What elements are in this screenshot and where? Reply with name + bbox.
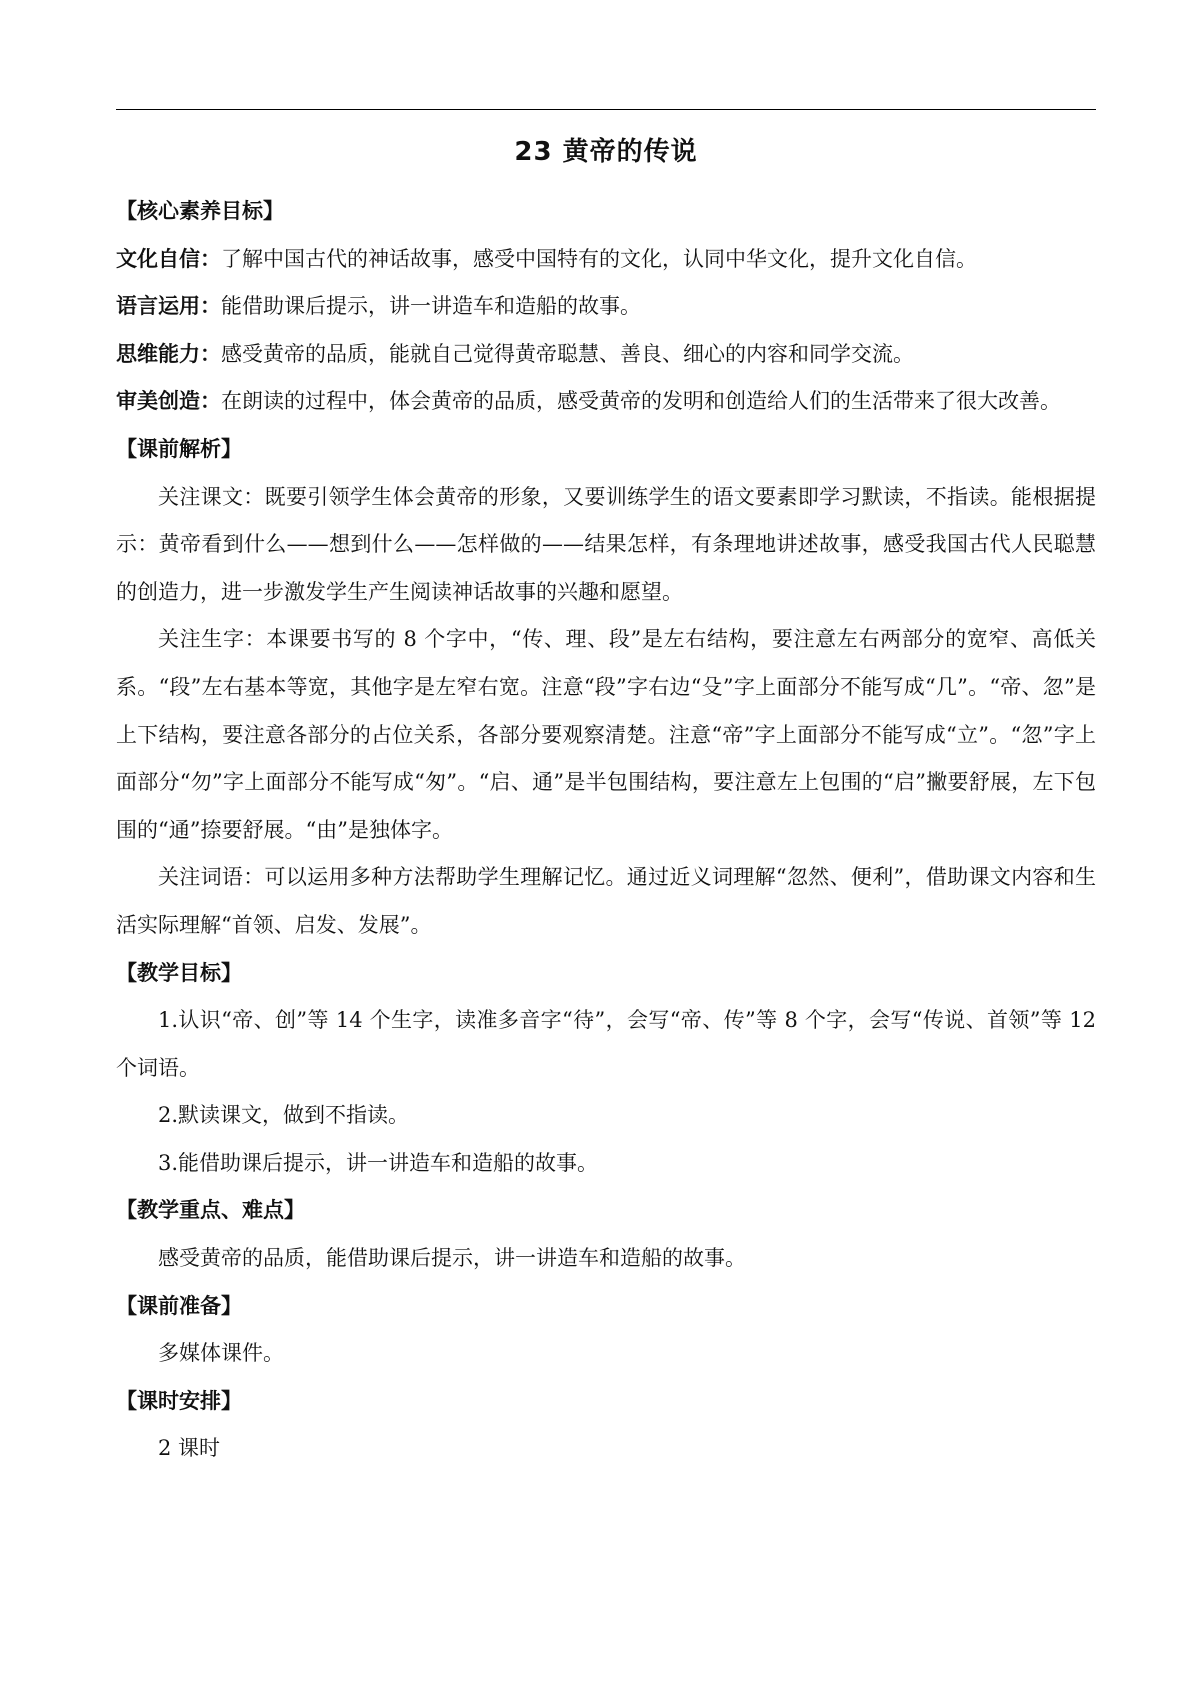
teaching-goal-2: 2.默读课文，做到不指读。 bbox=[158, 1103, 410, 1128]
core-goal-text: 感受黄帝的品质，能就自己觉得黄帝聪慧、善良、细心的内容和同学交流。 bbox=[221, 341, 914, 366]
teaching-goal-1: 1.认识“帝、创”等 14 个生字，读准多音字“待”，会写“帝、传”等 8 个字，会写“传说、首领”等 12 个词语。 bbox=[116, 1008, 1096, 1080]
core-goal-text: 了解中国古代的神话故事，感受中国特有的文化，认同中华文化，提升文化自信。 bbox=[221, 246, 977, 271]
section-heading-teaching-goals: 【教学目标】 bbox=[116, 960, 242, 985]
analysis-text-paragraph: 关注课文：既要引领学生体会黄帝的形象，又要训练学生的语文要素即学习默读，不指读。能根据提示：黄帝看到什么——想到什么——怎样做的——结果怎样，有条理地讲述故事，感受我国古代人民聪慧的创造力，进一步激发学生产生阅读神话故事的兴趣和愿望。 bbox=[116, 484, 1096, 604]
section-heading-key-points: 【教学重点、难点】 bbox=[116, 1198, 305, 1223]
section-heading-preparation: 【课前准备】 bbox=[116, 1293, 242, 1318]
document-body bbox=[116, 188, 1096, 1473]
teaching-goal-3: 3.能借助课后提示，讲一讲造车和造船的故事。 bbox=[158, 1150, 599, 1175]
core-goal-text: 能借助课后提示，讲一讲造车和造船的故事。 bbox=[221, 294, 641, 319]
lesson-title: 23 黄帝的传说 bbox=[514, 137, 698, 167]
core-goal-text: 在朗读的过程中，体会黄帝的品质，感受黄帝的发明和创造给人们的生活带来了很大改善。 bbox=[221, 389, 1061, 414]
analysis-characters-paragraph: 关注生字：本课要书写的 8 个字中，“传、理、段”是左右结构，要注意左右两部分的宽窄、高低关系。“段”左右基本等宽，其他字是左窄右宽。注意“段”字右边“殳”字上面部分不能写成“几”。“帝、忽”是上下结构，要注意各部分的占位关系，各部分要观察清楚。注意“帝”字上面部分不能写成“立”。“忽”字上面部分“勿”字上面部分不能写成“匆”。“启、通”是半包围结构，要注意左上包围的“启”撇要舒展，左下包围的“通”捺要舒展。“由”是独体字。 bbox=[116, 627, 1096, 842]
core-goal-label: 思维能力： bbox=[116, 341, 221, 366]
section-heading-schedule: 【课时安排】 bbox=[116, 1388, 242, 1413]
analysis-vocabulary-paragraph: 关注词语：可以运用多种方法帮助学生理解记忆。通过近义词理解“忽然、便利”，借助课文内容和生活实际理解“首领、启发、发展”。 bbox=[116, 865, 1096, 937]
header-rule bbox=[116, 109, 1096, 110]
section-heading-core-goals: 【核心素养目标】 bbox=[116, 199, 284, 223]
core-goal-thinking bbox=[116, 331, 1096, 379]
section-heading-pre-analysis: 【课前解析】 bbox=[116, 436, 242, 461]
key-points-text: 感受黄帝的品质，能借助课后提示，讲一讲造车和造船的故事。 bbox=[158, 1246, 746, 1271]
preparation-text: 多媒体课件。 bbox=[158, 1341, 284, 1366]
document-page bbox=[116, 0, 1096, 1697]
core-goal-label: 审美创造： bbox=[116, 389, 221, 414]
schedule-text: 2 课时 bbox=[158, 1436, 221, 1461]
core-goal-label: 文化自信： bbox=[116, 246, 221, 271]
core-goal-language bbox=[116, 283, 1096, 331]
core-goal-label: 语言运用： bbox=[116, 294, 221, 319]
core-goal-culture bbox=[116, 236, 1096, 284]
core-goal-aesthetic bbox=[116, 378, 1096, 426]
